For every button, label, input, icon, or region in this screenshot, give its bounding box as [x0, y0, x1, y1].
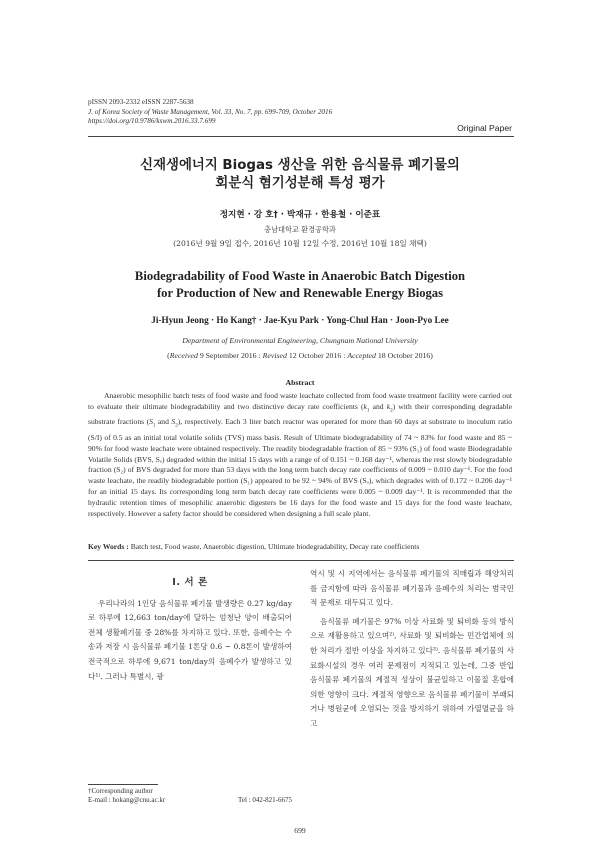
english-affiliation: Department of Environmental Engineering, Chungnam National University	[182, 336, 418, 345]
received-date: 9 September 2016	[199, 351, 257, 360]
keywords-label: Key Words :	[88, 542, 131, 551]
footnote	[88, 787, 292, 806]
keywords-divider	[88, 560, 514, 561]
english-authors: Ji-Hyun Jeong · Ho Kang† · Jae-Kyu Park · Yong-Chul Han · Joon-Pyo Lee	[151, 315, 449, 325]
korean-authors: 정지현 · 강 호† · 박재규 · 한용철 · 이준표	[219, 210, 381, 220]
korean-dates: (2016년 9월 9일 접수, 2016년 10월 12일 수정, 2016년 10월 18일 채택)	[173, 239, 427, 248]
korean-title	[0, 157, 600, 193]
abstract-text-a: Anaerobic mesophilic batch tests of food waste and food waste leachate collected from food waste treatment facility were carried out to evaluate their ultimate biodegradability and two distinctive decay rate coefficients (	[88, 391, 512, 411]
abstract-text-c: ), respectively. Each 3 liter batch reactor was operated for more than 60 days at substrate to inoculum ratio (S/I) of 0.5 as an initial total volatile solids (TVS) mass basis. Result of Ultimate biodegradability of 74 ~ 83% for food waste and 85 ~ 90% for food waste leachate were obtained respectively. The readily biodegradable fraction of 85 ~ 93% (S₁) of food waste Biodegradable Volatile Solids (BVS, Sₒ) degraded within the initial 15 days with a range of of 0.151 ~ 0.168 day⁻¹, whereas the rest slowly biodegradable fraction (S₂) of BVS degraded for more than 53 days with the long term batch decay rate coefficients of 0.009 ~ 0.010 day⁻¹. For the food waste leachate, the readily biodegradable portion (S₁) appeared to be 92 ~ 94% of BVS (Sₒ), which degrades with of 0.172 ~ 0.206 day⁻¹ for an initial 15 days. Its corresponding long term batch decay rate coefficients were 0.005 ~ 0.009 day⁻¹. It is recommended that the hydraulic retention times of mesophilic anaerobic digesters be 16 days for the food waste and 15 days for the food waste leachate, respectively. However a safety factor should be considered when designing a full scale plant.	[88, 417, 513, 519]
revised-date: 12 October 2016	[288, 351, 342, 360]
header-divider	[88, 136, 514, 137]
intro-paragraph-2: 음식물류 폐기물은 97% 이상 사료화 및 퇴비화 등의 방식으로 재활용하고 있으며²⁾, 사료화 및 퇴비화는 민간업체에 의한 처리가 절반 이상을 차지하고 있다³⁾. 음식물류 폐기물의 사료화시설의 경우 여러 문제점이 지적되고 있는데, 그중 반입 음식물류 폐기물의 계절적 성상이 불균일하고 이물질 혼합에 의한 영향이 크다. 계절적 영향으로 음식물류 폐기물이 부패되거나 병원균에 오염되는 것을 방지하기 위하여 가열멸균을 하고	[310, 616, 514, 728]
article-type-label: Original Paper	[457, 123, 512, 133]
journal-header	[88, 98, 332, 127]
journal-citation: J. of Korea Society of Waste Management, Vol. 33, No. 7, pp. 699-709, October 2016	[88, 107, 333, 116]
english-title	[0, 268, 600, 302]
footnote-divider	[88, 784, 158, 785]
abstract-body: Anaerobic mesophilic batch tests of food waste and food waste leachate collected from food waste treatment facility were carried out to evaluate their ultimate biodegradability and two distinctive decay rate coefficients ($k_1$ and $k_2$) with their corresponding degradable substrate fractions ($S_1$ and $S_2$), respectively. Each 3 liter batch reactor was operated for more than 60 days at substrate to inoculum ratio (S/I) of 0.5 as an initial total volatile solids (TVS) mass basis. Result of Ultimate biodegradability of 74 ~ 83% for food waste and 85 ~ 90% for food waste leachate were obtained respectively. The readily biodegradable fraction of 85 ~ 93% (S₁) of food waste Biodegradable Volatile Solids (BVS, Sₒ) degraded within the initial 15 days with a range of of 0.151 ~ 0.168 day⁻¹, whereas the rest slowly biodegradable fraction (S₂) of BVS degraded for more than 53 days with the long term batch decay rate coefficients of 0.009 ~ 0.010 day⁻¹. For the food waste leachate, the readily biodegradable portion (S₁) appeared to be 92 ~ 94% of BVS (Sₒ), which degrades with of 0.172 ~ 0.206 day⁻¹ for an initial 15 days. Its corresponding long term batch decay rate coefficients were 0.005 ~ 0.009 day⁻¹. It is recommended that the hydraulic retention times of mesophilic anaerobic digesters be 16 days for the food waste and 15 days for the food waste leachate, respectively. However a safety factor should be considered when designing a full scale plant.	[88, 391, 513, 519]
abstract-text-b: ) with their corresponding degradable substrate fractions (	[88, 401, 512, 427]
english-dates: (Received 9 September 2016 : Revised 12 October 2016 : Accepted 18 October 2016)	[167, 351, 433, 360]
author-email[interactable]: E-mail : hokang@cnu.ac.kr	[88, 796, 166, 805]
korean-title-line2: 회분식 혐기성분해 특성 평가	[215, 176, 385, 191]
english-title-line1: Biodegradability of Food Waste in Anaerobic Batch Digestion	[134, 269, 466, 283]
keywords-text: Batch test, Food waste, Anaerobic digestion, Ultimate biodegradability, Decay rate coefficients	[130, 542, 420, 551]
abstract-heading: Abstract	[285, 378, 315, 387]
author-phone: Tel : 042-821-6675	[238, 796, 292, 805]
keywords-line	[88, 542, 512, 551]
body-column-right	[310, 567, 514, 736]
corresponding-author-note: †Corresponding author	[88, 787, 153, 795]
doi-link[interactable]: https://doi.org/10.9786/kswm.2016.33.7.699	[88, 117, 216, 126]
korean-title-line1: 신재생에너지 Biogas 생산을 위한 음식물류 폐기물의	[140, 158, 460, 173]
intro-paragraph-1-cont: 역시 및 시 지역에서는 음식물류 폐기물의 직매립과 해양처리를 금지함에 따라 음식물류 폐기물과 음폐수의 처리는 범국민적 문제로 대두되고 있다.	[310, 569, 514, 608]
intro-paragraph-1: 우리나라의 1인당 음식물류 폐기물 발생량은 0.27 kg/day로 하루에 12,663 ton/day에 달하는 엄청난 양이 배출되어 전체 생활폐기물 중 28%를 차지하고 있다. 또한, 음폐수는 수송과 저장 시 음식물류 폐기물 1톤당 0.6 ~ 0.8톤이 발생하여 전국적으로 하루에 9,671 ton/day의 음폐수가 발생하고 있다¹⁾. 그러나 특별시, 광	[88, 598, 292, 681]
revised-label: Revised	[262, 351, 287, 360]
issn-line: pISSN 2093-2332 eISSN 2287-5638	[88, 98, 194, 106]
received-label: Received	[169, 351, 198, 360]
body-column-left	[88, 572, 292, 688]
korean-affiliation: 충남대학교 환경공학과	[264, 225, 336, 234]
english-title-line2: for Production of New and Renewable Energy Biogas	[156, 286, 444, 300]
accepted-date: 18 October 2016	[377, 351, 431, 360]
accepted-label: Accepted	[347, 351, 376, 360]
intro-heading: I. 서 론	[172, 577, 208, 588]
page-number: 699	[294, 826, 306, 835]
